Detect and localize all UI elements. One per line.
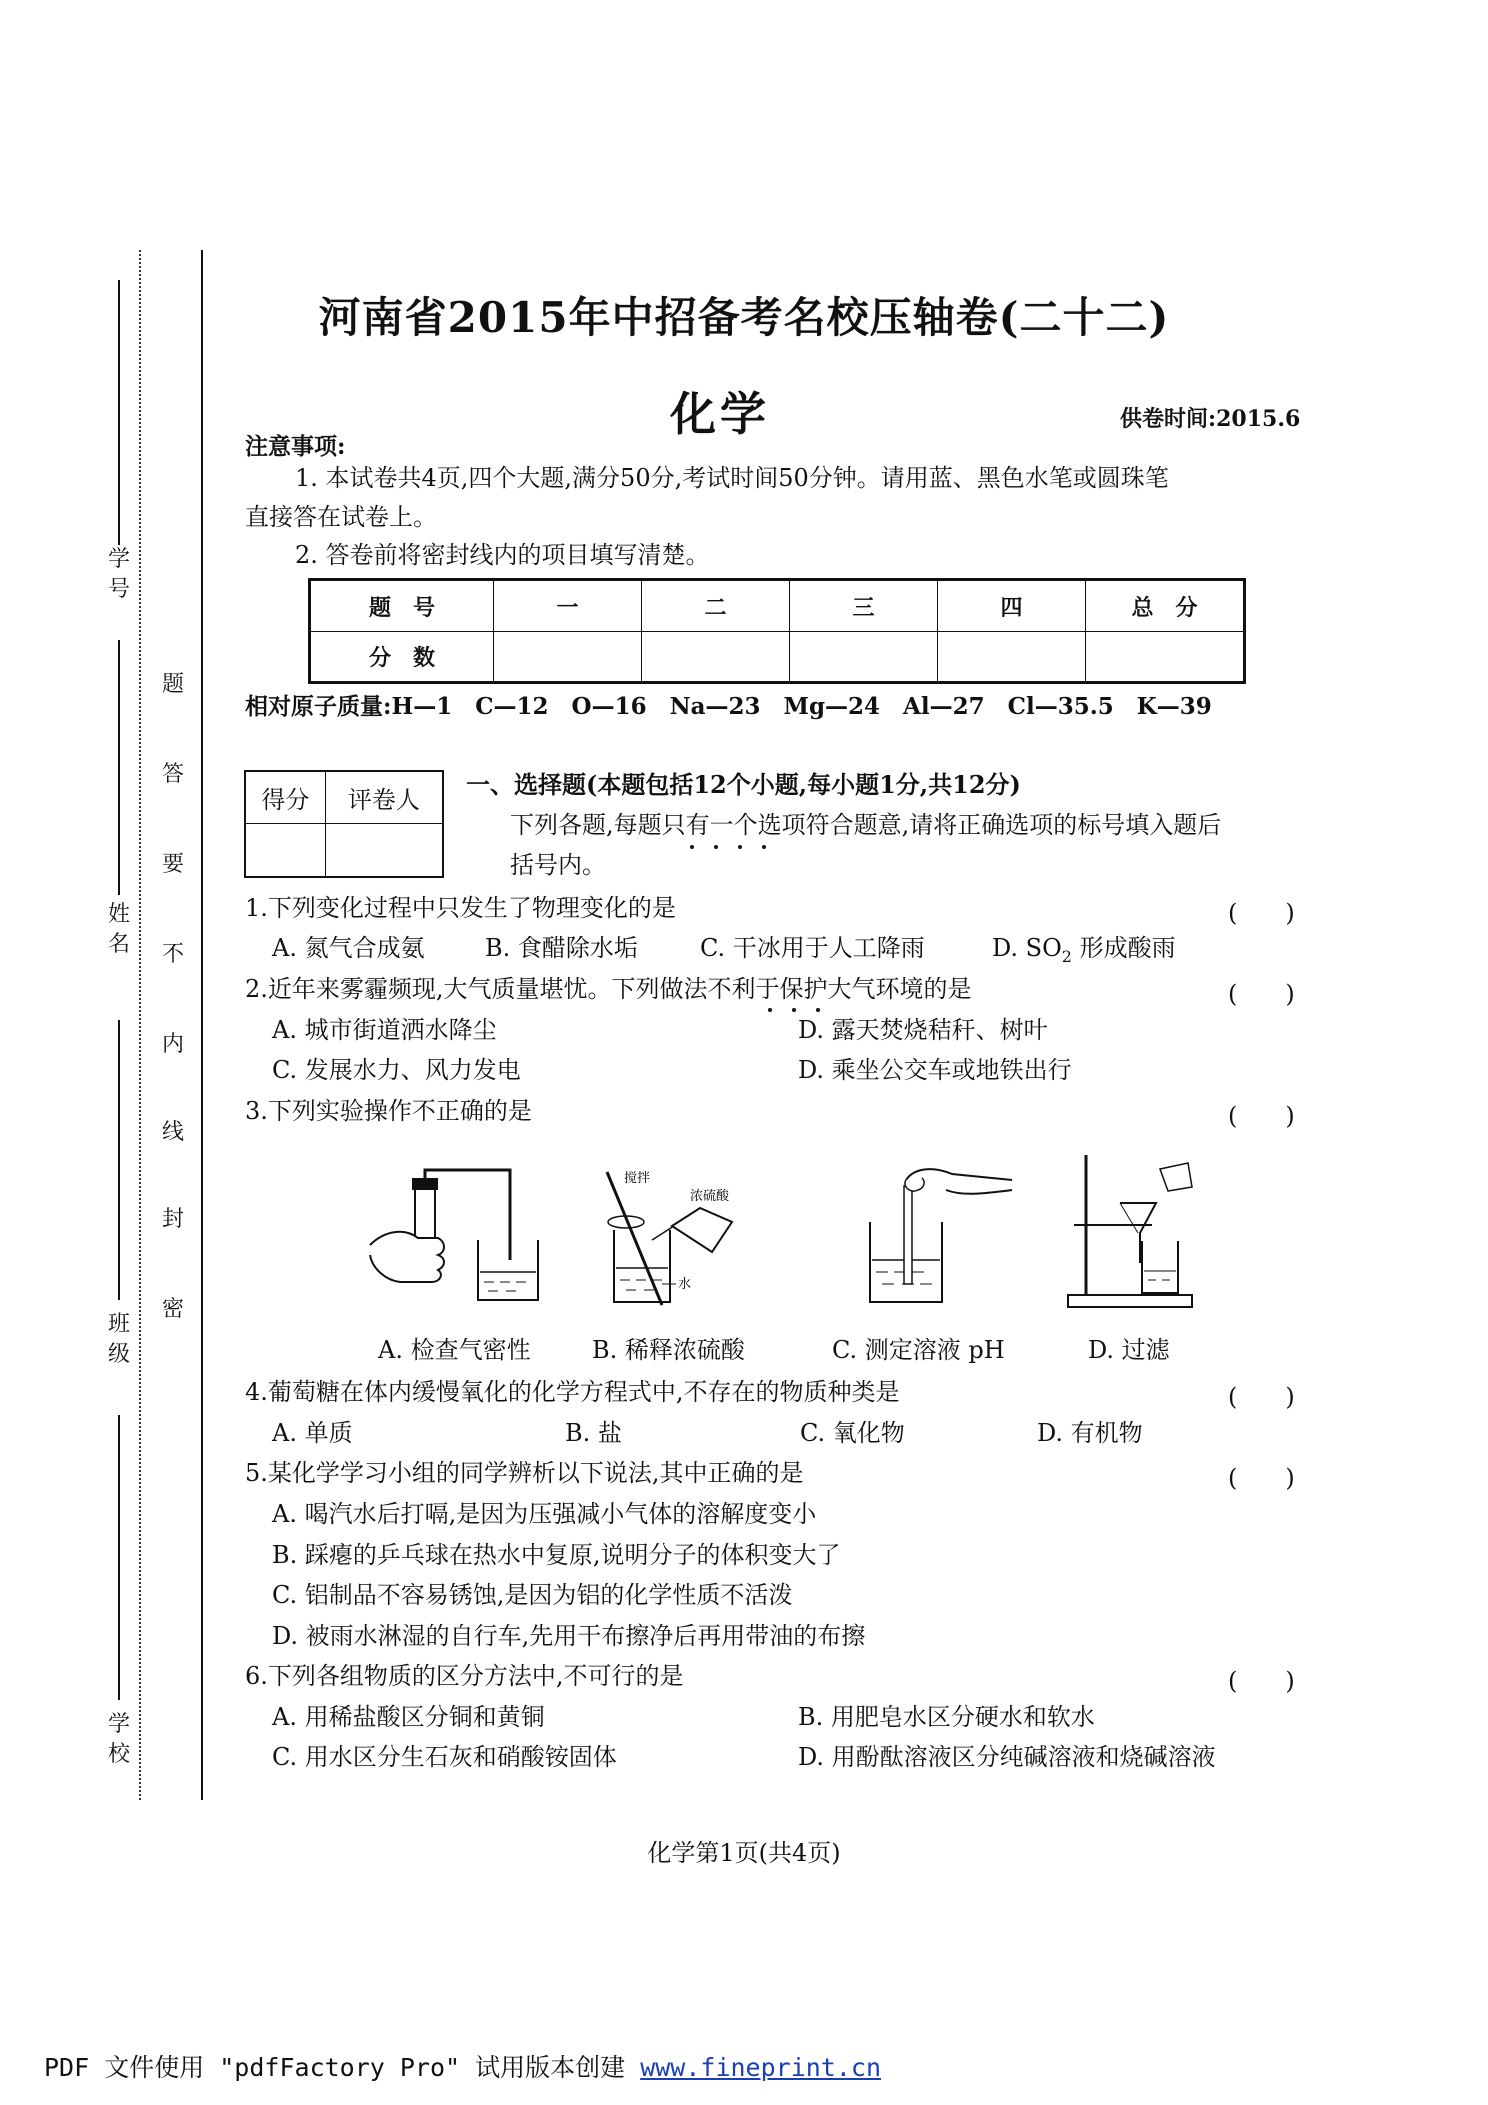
answer-blank[interactable]: ( ) [1228, 899, 1295, 927]
emphasis-dot [792, 1008, 796, 1012]
answer-blank[interactable]: ( ) [1228, 1667, 1295, 1695]
score-table [308, 578, 1246, 684]
score-row-label: 分 数 [310, 632, 494, 683]
emphasis-dot [768, 1008, 772, 1012]
grader-box [244, 770, 444, 878]
figure-measure-ph [862, 1160, 1022, 1310]
question-stem: 2.近年来雾霾频现,大气质量堪忧。下列做法不利于保护大气环境的是 [245, 975, 972, 1003]
figure-dilute-acid [592, 1160, 762, 1310]
option-b: B. 盐 [565, 1419, 622, 1447]
option-c: C. 铝制品不容易锈蚀,是因为铝的化学性质不活泼 [272, 1581, 793, 1609]
seal-char: 封 [161, 1207, 184, 1232]
seal-dotted-line [139, 250, 141, 1800]
answer-blank[interactable]: ( ) [1228, 1102, 1295, 1130]
option-b: B. 食醋除水垢 [485, 934, 638, 962]
notes-item: 2. 答卷前将密封线内的项目填写清楚。 [295, 541, 710, 569]
figure-label-stir: 搅拌 [624, 1171, 651, 1186]
emphasis-dot [714, 845, 718, 849]
score-cell[interactable] [938, 632, 1086, 683]
seal-solid-line [201, 250, 203, 1800]
option-d: D. 过滤 [1088, 1336, 1170, 1364]
option-d-subscript: 2 [1061, 946, 1072, 966]
seal-char: 密 [161, 1297, 184, 1322]
watermark-link[interactable]: www.fineprint.cn [640, 2053, 882, 2082]
option-d [992, 933, 1176, 972]
option-d-rest: 形成酸雨 [1071, 934, 1176, 962]
school-line[interactable] [118, 1415, 120, 1700]
option-a: A. 氮气合成氨 [272, 934, 425, 962]
score-header-cell: 二 [642, 580, 790, 632]
section1-instruction: 括号内。 [510, 851, 606, 879]
figure-label-acid: 浓硫酸 [690, 1189, 730, 1204]
name-label: 姓名 [107, 902, 130, 957]
score-header-cell: 题 号 [310, 580, 494, 632]
option-c: C. 干冰用于人工降雨 [700, 934, 925, 962]
atomic-masses: 相对原子质量:H—1 C—12 O—16 Na—23 Mg—24 Al—27 Cl—35.5 K—39 [245, 693, 1212, 720]
answer-blank[interactable]: ( ) [1228, 980, 1295, 1008]
seal-char: 不 [161, 942, 184, 967]
option-b: B. 稀释浓硫酸 [592, 1336, 745, 1364]
seal-char: 题 [161, 672, 184, 697]
option-d-text: D. SO [992, 934, 1062, 962]
pdf-watermark [44, 2048, 881, 2084]
exam-date: 供卷时间:2015.6 [1120, 406, 1301, 432]
exam-title: 河南省2015年中招备考名校压轴卷(二十二) [318, 293, 1170, 342]
name-line[interactable] [118, 640, 120, 895]
score-cell[interactable] [1086, 632, 1245, 683]
option-b: B. 用肥皂水区分硬水和软水 [798, 1703, 1095, 1731]
figure-check-airtightness [360, 1160, 550, 1310]
figure-label-water: 水 [678, 1277, 692, 1292]
grader-score-cell[interactable] [245, 823, 325, 877]
score-cell[interactable] [494, 632, 642, 683]
option-b: B. 踩瘪的乒乓球在热水中复原,说明分子的体积变大了 [272, 1541, 841, 1569]
school-label: 学校 [107, 1712, 130, 1767]
emphasis-dot [816, 1008, 820, 1012]
option-a: A. 城市街道洒水降尘 [272, 1016, 497, 1044]
grader-name-label: 评卷人 [325, 771, 443, 823]
emphasis-dot [690, 845, 694, 849]
grader-name-cell[interactable] [325, 823, 443, 877]
question-stem: 1.下列变化过程中只发生了物理变化的是 [245, 894, 676, 922]
figure-filtration [1060, 1145, 1200, 1310]
option-a: A. 单质 [272, 1419, 353, 1447]
option-a: A. 喝汽水后打嗝,是因为压强减小气体的溶解度变小 [272, 1500, 817, 1528]
option-d: D. 被雨水淋湿的自行车,先用干布擦净后再用带油的布擦 [272, 1622, 866, 1650]
notes-item: 1. 本试卷共4页,四个大题,满分50分,考试时间50分钟。请用蓝、黑色水笔或圆珠笔 [295, 464, 1169, 492]
option-a: A. 用稀盐酸区分铜和黄铜 [272, 1703, 545, 1731]
option-c: C. 发展水力、风力发电 [272, 1056, 521, 1084]
question-stem: 3.下列实验操作不正确的是 [245, 1097, 532, 1125]
page-footer: 化学第1页(共4页) [647, 1839, 841, 1867]
option-b: D. 露天焚烧秸秆、树叶 [798, 1016, 1048, 1044]
question-stem: 5.某化学学习小组的同学辨析以下说法,其中正确的是 [245, 1459, 804, 1487]
class-line[interactable] [118, 1020, 120, 1300]
score-header-cell: 一 [494, 580, 642, 632]
option-a: A. 检查气密性 [378, 1336, 531, 1364]
seal-char: 内 [161, 1032, 184, 1057]
notes-heading: 注意事项: [245, 433, 346, 460]
score-header-cell: 四 [938, 580, 1086, 632]
seal-char: 线 [161, 1120, 184, 1145]
score-cell[interactable] [790, 632, 938, 683]
seal-char: 答 [161, 762, 184, 787]
question-stem: 6.下列各组物质的区分方法中,不可行的是 [245, 1662, 684, 1690]
question-stem: 4.葡萄糖在体内缓慢氧化的化学方程式中,不存在的物质种类是 [245, 1378, 900, 1406]
option-c: C. 测定溶液 pH [832, 1336, 1005, 1364]
option-c: C. 用水区分生石灰和硝酸铵固体 [272, 1743, 617, 1771]
answer-blank[interactable]: ( ) [1228, 1383, 1295, 1411]
answer-blank[interactable]: ( ) [1228, 1464, 1295, 1492]
option-d: D. 有机物 [1037, 1419, 1143, 1447]
seal-char: 要 [161, 852, 184, 877]
watermark-text: PDF 文件使用 "pdfFactory Pro" 试用版本创建 [44, 2053, 641, 2082]
section1-heading: 一、选择题(本题包括12个小题,每小题1分,共12分) [466, 770, 1021, 799]
score-cell[interactable] [642, 632, 790, 683]
class-label: 班级 [107, 1312, 130, 1367]
emphasis-dot [762, 845, 766, 849]
emphasis-dot [738, 845, 742, 849]
notes-item: 直接答在试卷上。 [245, 503, 437, 531]
student-id-label: 学号 [107, 547, 130, 602]
option-d: D. 乘坐公交车或地铁出行 [798, 1056, 1072, 1084]
option-d: D. 用酚酞溶液区分纯碱溶液和烧碱溶液 [798, 1743, 1216, 1771]
grader-score-label: 得分 [245, 771, 325, 823]
section1-instruction: 下列各题,每题只有一个选项符合题意,请将正确选项的标号填入题后 [510, 811, 1222, 839]
option-c: C. 氧化物 [800, 1419, 905, 1447]
score-header-cell: 总 分 [1086, 580, 1245, 632]
subject-title: 化学 [670, 387, 770, 441]
score-header-cell: 三 [790, 580, 938, 632]
